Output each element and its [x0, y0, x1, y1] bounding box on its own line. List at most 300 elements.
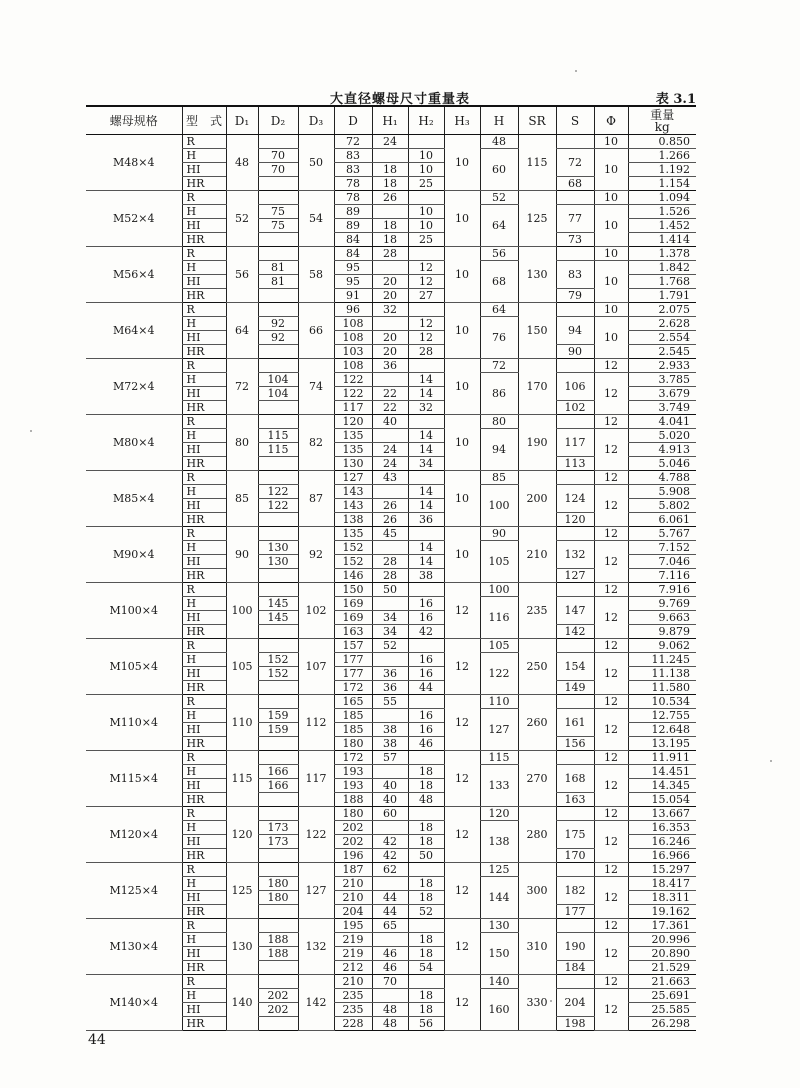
- weight-cell: 13.667: [628, 807, 696, 821]
- sr-cell: 235: [518, 583, 556, 639]
- h3-cell: 12: [444, 751, 480, 807]
- d-cell: 130: [334, 457, 372, 471]
- h1-cell: 44: [372, 905, 408, 919]
- weight-cell: 19.162: [628, 905, 696, 919]
- nut-dimension-table: [86, 105, 696, 1031]
- s-cell: 190: [556, 933, 594, 961]
- type-cell: HI: [182, 1003, 226, 1017]
- type-cell: HR: [182, 513, 226, 527]
- h3-cell: 10: [444, 359, 480, 415]
- weight-cell: 21.529: [628, 961, 696, 975]
- d3-cell: 82: [298, 415, 334, 471]
- d2-cell: [258, 961, 298, 975]
- phi-cell: 12: [594, 527, 628, 541]
- weight-cell: 2.628: [628, 317, 696, 331]
- nut-spec-cell: M90×4: [86, 527, 182, 583]
- h1-cell: 26: [372, 513, 408, 527]
- h3-cell: 10: [444, 191, 480, 247]
- h2-cell: 18: [408, 835, 444, 849]
- d2-cell: 92: [258, 317, 298, 331]
- s-cell: 72: [556, 149, 594, 177]
- h1-cell: 45: [372, 527, 408, 541]
- weight-cell: 4.788: [628, 471, 696, 485]
- d2-cell: [258, 177, 298, 191]
- h-cell: 56: [480, 247, 518, 261]
- phi-cell: 12: [594, 541, 628, 583]
- s-cell: 204: [556, 989, 594, 1017]
- d2-cell: [258, 303, 298, 317]
- weight-cell: 1.414: [628, 233, 696, 247]
- type-cell: H: [182, 933, 226, 947]
- weight-cell: 0.850: [628, 135, 696, 149]
- h1-cell: 28: [372, 247, 408, 261]
- phi-cell: 12: [594, 821, 628, 863]
- h1-cell: 34: [372, 611, 408, 625]
- weight-cell: 9.879: [628, 625, 696, 639]
- type-cell: R: [182, 247, 226, 261]
- nut-spec-cell: M105×4: [86, 639, 182, 695]
- d2-cell: 159: [258, 709, 298, 723]
- nut-spec-cell: M85×4: [86, 471, 182, 527]
- h2-cell: [408, 247, 444, 261]
- d-cell: 108: [334, 331, 372, 345]
- s-cell: [556, 415, 594, 429]
- h2-cell: [408, 639, 444, 653]
- header-d2: D₂: [258, 106, 298, 135]
- phi-cell: 10: [594, 149, 628, 191]
- s-cell: 154: [556, 653, 594, 681]
- d3-cell: 87: [298, 471, 334, 527]
- weight-cell: 1.791: [628, 289, 696, 303]
- d-cell: 169: [334, 611, 372, 625]
- header-d3: D₃: [298, 106, 334, 135]
- d3-cell: 117: [298, 751, 334, 807]
- page-number: 44: [88, 1032, 106, 1048]
- d2-cell: [258, 415, 298, 429]
- header-h3: H₃: [444, 106, 480, 135]
- s-cell: 182: [556, 877, 594, 905]
- weight-cell: 12.755: [628, 709, 696, 723]
- d-cell: 172: [334, 751, 372, 765]
- weight-cell: 7.152: [628, 541, 696, 555]
- weight-cell: 9.663: [628, 611, 696, 625]
- phi-cell: 12: [594, 975, 628, 989]
- type-cell: HI: [182, 219, 226, 233]
- h3-cell: 12: [444, 583, 480, 639]
- type-cell: HI: [182, 331, 226, 345]
- d3-cell: 54: [298, 191, 334, 247]
- h-cell: 120: [480, 807, 518, 821]
- h1-cell: [372, 653, 408, 667]
- h1-cell: 34: [372, 625, 408, 639]
- h-cell: 144: [480, 877, 518, 919]
- phi-cell: 10: [594, 191, 628, 205]
- h2-cell: [408, 583, 444, 597]
- d-cell: 172: [334, 681, 372, 695]
- h-cell: 127: [480, 709, 518, 751]
- type-cell: H: [182, 541, 226, 555]
- d-cell: 210: [334, 975, 372, 989]
- h2-cell: 54: [408, 961, 444, 975]
- weight-cell: 14.345: [628, 779, 696, 793]
- h1-cell: 48: [372, 1017, 408, 1031]
- phi-cell: 10: [594, 303, 628, 317]
- h2-cell: 38: [408, 569, 444, 583]
- d3-cell: 142: [298, 975, 334, 1031]
- s-cell: [556, 471, 594, 485]
- s-cell: 184: [556, 961, 594, 975]
- s-cell: [556, 639, 594, 653]
- h2-cell: 18: [408, 821, 444, 835]
- weight-cell: 1.192: [628, 163, 696, 177]
- table-row: [86, 863, 696, 877]
- h1-cell: [372, 317, 408, 331]
- h2-cell: 12: [408, 261, 444, 275]
- h1-cell: 32: [372, 303, 408, 317]
- type-cell: HI: [182, 779, 226, 793]
- nut-spec-cell: M115×4: [86, 751, 182, 807]
- d1-cell: 110: [226, 695, 258, 751]
- phi-cell: 12: [594, 695, 628, 709]
- d2-cell: 145: [258, 597, 298, 611]
- phi-cell: 12: [594, 429, 628, 471]
- type-cell: HI: [182, 555, 226, 569]
- type-cell: R: [182, 975, 226, 989]
- sr-cell: 200: [518, 471, 556, 527]
- d2-cell: 104: [258, 387, 298, 401]
- d-cell: 95: [334, 261, 372, 275]
- d2-cell: 166: [258, 779, 298, 793]
- type-cell: HI: [182, 387, 226, 401]
- d2-cell: 145: [258, 611, 298, 625]
- s-cell: [556, 751, 594, 765]
- d-cell: 202: [334, 835, 372, 849]
- h-cell: 86: [480, 373, 518, 415]
- d-cell: 72: [334, 135, 372, 149]
- phi-cell: 12: [594, 639, 628, 653]
- h1-cell: 42: [372, 835, 408, 849]
- d1-cell: 105: [226, 639, 258, 695]
- h-cell: 130: [480, 919, 518, 933]
- table-row: [86, 751, 696, 765]
- h1-cell: [372, 765, 408, 779]
- d2-cell: [258, 975, 298, 989]
- h2-cell: [408, 975, 444, 989]
- weight-cell: 20.996: [628, 933, 696, 947]
- d-cell: 163: [334, 625, 372, 639]
- s-cell: 161: [556, 709, 594, 737]
- type-cell: HI: [182, 947, 226, 961]
- type-cell: HR: [182, 457, 226, 471]
- s-cell: 77: [556, 205, 594, 233]
- h1-cell: [372, 149, 408, 163]
- h1-cell: 55: [372, 695, 408, 709]
- weight-cell: 1.094: [628, 191, 696, 205]
- d2-cell: [258, 401, 298, 415]
- type-cell: HI: [182, 835, 226, 849]
- h3-cell: 12: [444, 695, 480, 751]
- d-cell: 204: [334, 905, 372, 919]
- nut-spec-cell: M52×4: [86, 191, 182, 247]
- weight-cell: 2.554: [628, 331, 696, 345]
- table-row: [86, 135, 696, 149]
- weight-cell: 5.020: [628, 429, 696, 443]
- d1-cell: 85: [226, 471, 258, 527]
- h2-cell: 25: [408, 233, 444, 247]
- d3-cell: 127: [298, 863, 334, 919]
- type-cell: R: [182, 191, 226, 205]
- h2-cell: 14: [408, 485, 444, 499]
- nut-spec-cell: M80×4: [86, 415, 182, 471]
- h3-cell: 10: [444, 135, 480, 191]
- type-cell: R: [182, 135, 226, 149]
- phi-cell: 12: [594, 415, 628, 429]
- d2-cell: 202: [258, 1003, 298, 1017]
- weight-cell: 13.195: [628, 737, 696, 751]
- h1-cell: 40: [372, 779, 408, 793]
- type-cell: R: [182, 359, 226, 373]
- d1-cell: 130: [226, 919, 258, 975]
- nut-spec-cell: M100×4: [86, 583, 182, 639]
- h-cell: 125: [480, 863, 518, 877]
- weight-cell: 3.679: [628, 387, 696, 401]
- h1-cell: 18: [372, 233, 408, 247]
- h2-cell: 16: [408, 709, 444, 723]
- sr-cell: 115: [518, 135, 556, 191]
- type-cell: R: [182, 527, 226, 541]
- h3-cell: 10: [444, 471, 480, 527]
- weight-cell: 3.749: [628, 401, 696, 415]
- weight-cell: 11.580: [628, 681, 696, 695]
- header-weight: 重量 kg: [628, 106, 696, 135]
- d2-cell: [258, 527, 298, 541]
- table-row: [86, 191, 696, 205]
- h2-cell: 16: [408, 723, 444, 737]
- h1-cell: [372, 541, 408, 555]
- table-row: [86, 359, 696, 373]
- h1-cell: 44: [372, 891, 408, 905]
- d-cell: 210: [334, 891, 372, 905]
- s-cell: 83: [556, 261, 594, 289]
- d1-cell: 115: [226, 751, 258, 807]
- header-h1: H₁: [372, 106, 408, 135]
- d-cell: 143: [334, 485, 372, 499]
- table-header-row: [86, 106, 696, 135]
- d1-cell: 80: [226, 415, 258, 471]
- h2-cell: 44: [408, 681, 444, 695]
- h2-cell: 34: [408, 457, 444, 471]
- h2-cell: [408, 751, 444, 765]
- h2-cell: 18: [408, 891, 444, 905]
- type-cell: HI: [182, 443, 226, 457]
- h1-cell: 36: [372, 681, 408, 695]
- s-cell: 117: [556, 429, 594, 457]
- phi-cell: 12: [594, 373, 628, 415]
- d2-cell: [258, 457, 298, 471]
- type-cell: H: [182, 205, 226, 219]
- d2-cell: [258, 639, 298, 653]
- h-cell: 52: [480, 191, 518, 205]
- nut-spec-cell: M140×4: [86, 975, 182, 1031]
- weight-cell: 1.526: [628, 205, 696, 219]
- h1-cell: 38: [372, 723, 408, 737]
- d2-cell: 152: [258, 653, 298, 667]
- type-cell: H: [182, 989, 226, 1003]
- type-cell: HR: [182, 793, 226, 807]
- h2-cell: 16: [408, 653, 444, 667]
- weight-cell: 16.246: [628, 835, 696, 849]
- h-cell: 122: [480, 653, 518, 695]
- weight-cell: 7.916: [628, 583, 696, 597]
- h2-cell: 14: [408, 443, 444, 457]
- d1-cell: 64: [226, 303, 258, 359]
- h2-cell: [408, 303, 444, 317]
- h2-cell: 18: [408, 765, 444, 779]
- weight-cell: 11.138: [628, 667, 696, 681]
- h2-cell: [408, 415, 444, 429]
- d-cell: 180: [334, 737, 372, 751]
- type-cell: R: [182, 751, 226, 765]
- h2-cell: 56: [408, 1017, 444, 1031]
- d2-cell: 130: [258, 555, 298, 569]
- h2-cell: 36: [408, 513, 444, 527]
- h2-cell: [408, 863, 444, 877]
- scan-speck: [30, 430, 32, 432]
- h2-cell: 25: [408, 177, 444, 191]
- d2-cell: 180: [258, 891, 298, 905]
- d2-cell: 75: [258, 219, 298, 233]
- d2-cell: [258, 681, 298, 695]
- type-cell: H: [182, 597, 226, 611]
- d1-cell: 48: [226, 135, 258, 191]
- h2-cell: 16: [408, 597, 444, 611]
- sr-cell: 280: [518, 807, 556, 863]
- sr-cell: 270: [518, 751, 556, 807]
- d2-cell: [258, 807, 298, 821]
- h1-cell: 50: [372, 583, 408, 597]
- s-cell: [556, 359, 594, 373]
- d1-cell: 72: [226, 359, 258, 415]
- d-cell: 143: [334, 499, 372, 513]
- phi-cell: 10: [594, 205, 628, 247]
- s-cell: 90: [556, 345, 594, 359]
- h1-cell: 36: [372, 667, 408, 681]
- d-cell: 228: [334, 1017, 372, 1031]
- h2-cell: 10: [408, 149, 444, 163]
- s-cell: 132: [556, 541, 594, 569]
- type-cell: R: [182, 639, 226, 653]
- d1-cell: 52: [226, 191, 258, 247]
- nut-spec-cell: M125×4: [86, 863, 182, 919]
- h2-cell: [408, 135, 444, 149]
- weight-cell: 3.785: [628, 373, 696, 387]
- d2-cell: [258, 233, 298, 247]
- type-cell: HI: [182, 163, 226, 177]
- d1-cell: 140: [226, 975, 258, 1031]
- d-cell: 122: [334, 387, 372, 401]
- type-cell: H: [182, 261, 226, 275]
- s-cell: 94: [556, 317, 594, 345]
- d-cell: 127: [334, 471, 372, 485]
- h2-cell: 10: [408, 163, 444, 177]
- h2-cell: 18: [408, 947, 444, 961]
- d2-cell: [258, 345, 298, 359]
- nut-spec-cell: M130×4: [86, 919, 182, 975]
- h-cell: 76: [480, 317, 518, 359]
- h2-cell: 32: [408, 401, 444, 415]
- d2-cell: 70: [258, 163, 298, 177]
- d2-cell: 115: [258, 429, 298, 443]
- d-cell: 210: [334, 877, 372, 891]
- sr-cell: 310: [518, 919, 556, 975]
- sr-cell: 190: [518, 415, 556, 471]
- type-cell: HI: [182, 891, 226, 905]
- h1-cell: 60: [372, 807, 408, 821]
- d2-cell: 70: [258, 149, 298, 163]
- h2-cell: 27: [408, 289, 444, 303]
- d2-cell: [258, 191, 298, 205]
- h1-cell: 28: [372, 569, 408, 583]
- d2-cell: [258, 247, 298, 261]
- s-cell: [556, 919, 594, 933]
- nut-spec-cell: M64×4: [86, 303, 182, 359]
- h1-cell: 22: [372, 387, 408, 401]
- h1-cell: 20: [372, 331, 408, 345]
- weight-cell: 10.534: [628, 695, 696, 709]
- d-cell: 108: [334, 317, 372, 331]
- h2-cell: 18: [408, 877, 444, 891]
- table-row: [86, 527, 696, 541]
- table-row: [86, 583, 696, 597]
- table-row: [86, 415, 696, 429]
- d-cell: 108: [334, 359, 372, 373]
- s-cell: 120: [556, 513, 594, 527]
- h1-cell: 40: [372, 415, 408, 429]
- type-cell: HR: [182, 401, 226, 415]
- d2-cell: [258, 625, 298, 639]
- type-cell: R: [182, 863, 226, 877]
- phi-cell: 12: [594, 807, 628, 821]
- s-cell: [556, 247, 594, 261]
- d3-cell: 122: [298, 807, 334, 863]
- d2-cell: 202: [258, 989, 298, 1003]
- phi-cell: 10: [594, 261, 628, 303]
- phi-cell: 10: [594, 317, 628, 359]
- h2-cell: 52: [408, 905, 444, 919]
- h-cell: 68: [480, 261, 518, 303]
- weight-cell: 16.966: [628, 849, 696, 863]
- d1-cell: 90: [226, 527, 258, 583]
- type-cell: H: [182, 149, 226, 163]
- h2-cell: [408, 807, 444, 821]
- h-cell: 64: [480, 205, 518, 247]
- phi-cell: 12: [594, 485, 628, 527]
- d-cell: 103: [334, 345, 372, 359]
- h-cell: 110: [480, 695, 518, 709]
- nut-spec-cell: M120×4: [86, 807, 182, 863]
- s-cell: 156: [556, 737, 594, 751]
- h-cell: 160: [480, 989, 518, 1031]
- weight-cell: 25.691: [628, 989, 696, 1003]
- h1-cell: 46: [372, 947, 408, 961]
- d3-cell: 107: [298, 639, 334, 695]
- h-cell: 100: [480, 485, 518, 527]
- h1-cell: [372, 373, 408, 387]
- h1-cell: 48: [372, 1003, 408, 1017]
- type-cell: HI: [182, 275, 226, 289]
- s-cell: [556, 807, 594, 821]
- h2-cell: 42: [408, 625, 444, 639]
